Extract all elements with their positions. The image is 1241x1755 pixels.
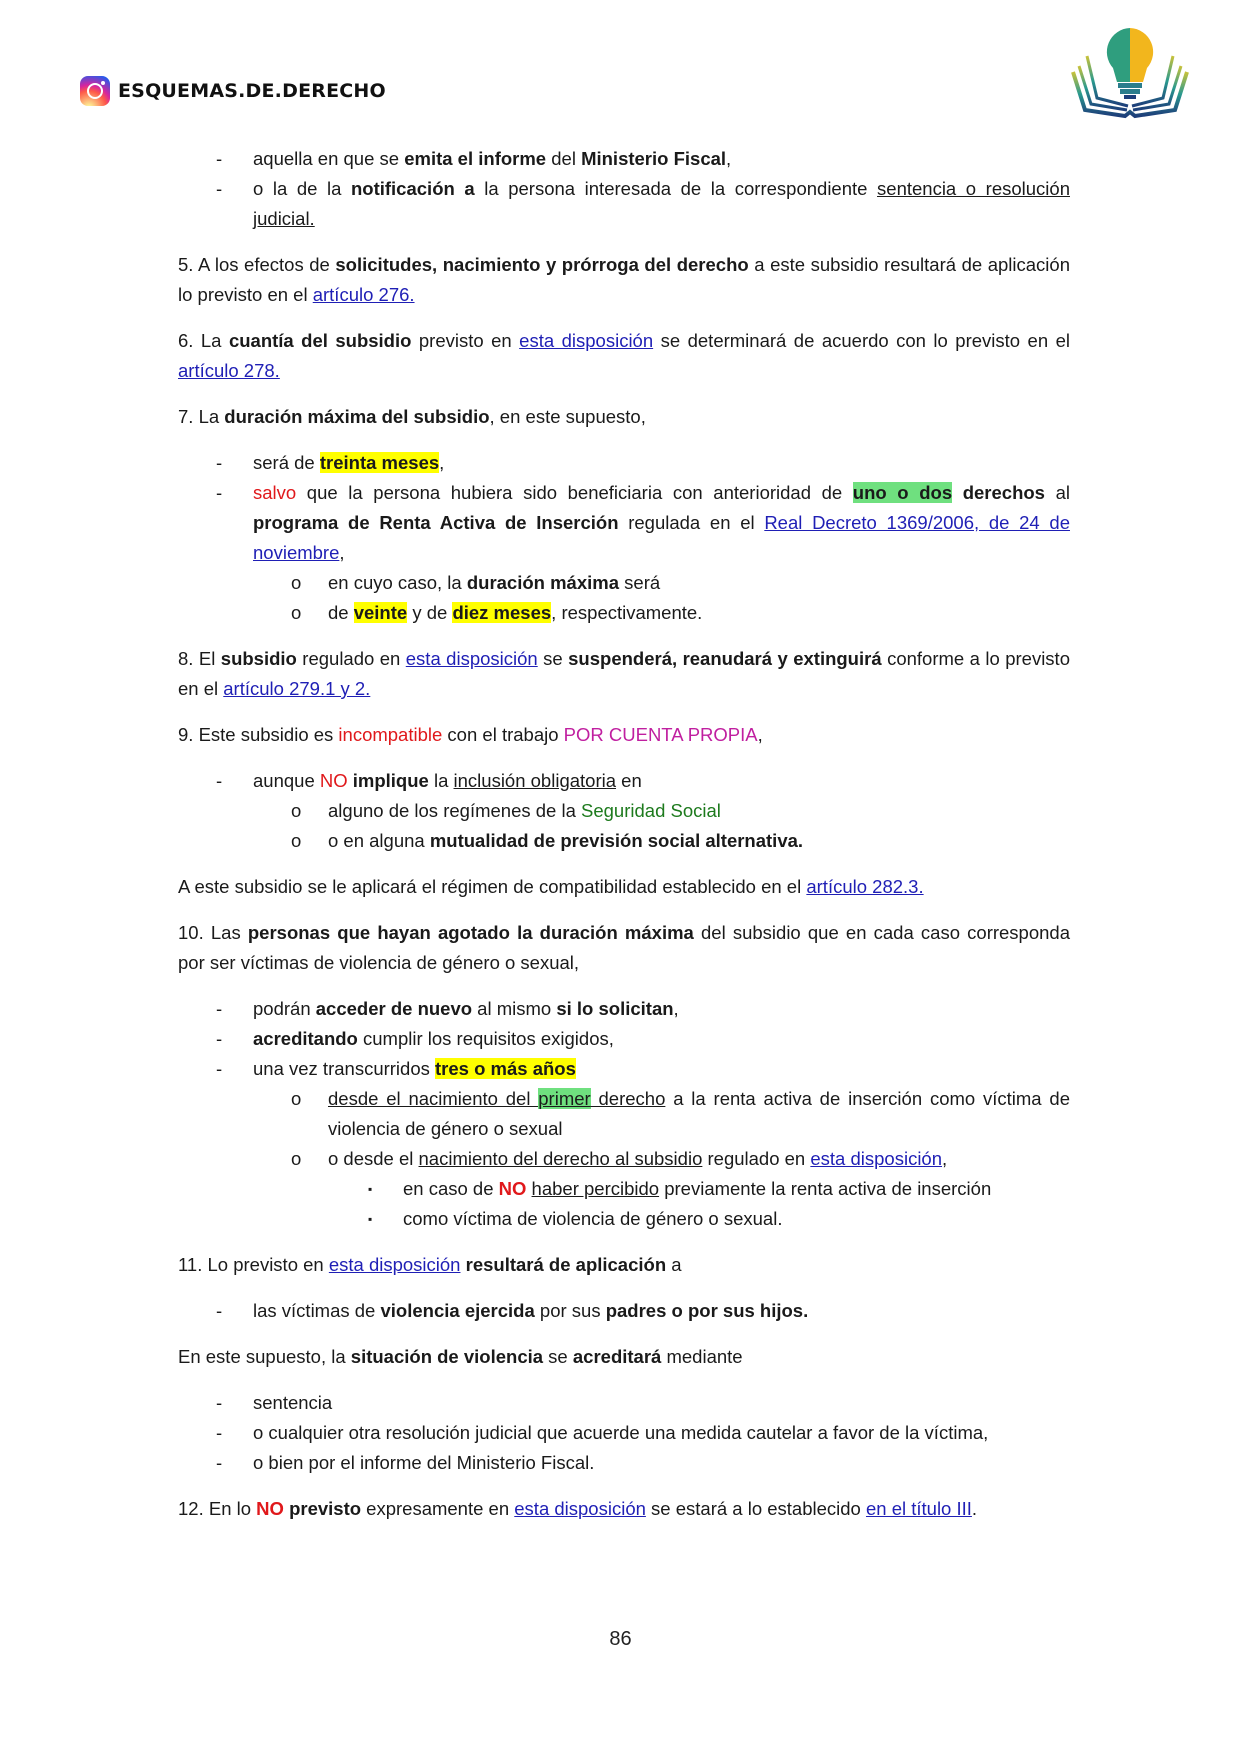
text-run: aunque [253,770,320,791]
bullet-list [178,766,1070,856]
list-item [178,766,1070,796]
text-run: 12. En lo [178,1498,257,1519]
dash-bullet-icon: - [216,770,223,791]
text-run: regulado en [296,648,406,669]
bullet-list [178,1388,1070,1478]
emphasized-text: emita el informe [404,148,547,169]
text-run: , respectivamente. [551,602,703,623]
emphasized-text: cuantía del subsidio [228,330,412,351]
text-run: 7. La [178,406,225,427]
text-run: 5. A los efectos de [178,254,336,275]
text-run: cumplir los requisitos exigidos, [357,1028,614,1049]
text-run: en cuyo caso, la [328,572,467,593]
text-run: 6. La [178,330,229,351]
emphasized-text: duración máxima del subsidio [224,406,490,427]
page-header [80,76,386,106]
list-item [178,448,1070,478]
emphasized-text: uno o dos [852,482,953,503]
text-run: del [546,148,582,169]
dash-bullet-icon: - [216,1300,223,1321]
text-run: y de [407,602,453,623]
text-run: , [942,1148,948,1169]
emphasized-text: primer [538,1088,591,1109]
circle-bullet-icon: o [291,830,302,851]
paragraph [178,250,1070,310]
list-item [178,796,1070,826]
list-item [178,1204,1070,1234]
emphasized-text: POR CUENTA PROPIA [563,724,758,745]
text-run: a [666,1254,682,1275]
text-run: en [616,770,642,791]
list-item [178,1448,1070,1478]
dash-bullet-icon: - [216,1422,223,1443]
law-reference-link[interactable]: artículo 279.1 y 2. [223,678,371,699]
dash-bullet-icon: - [216,1452,223,1473]
emphasized-text: derechos [962,482,1045,503]
text-run: regulada en el [618,512,765,533]
emphasized-text: inclusión obligatoria [453,770,617,791]
dash-bullet-icon: - [216,178,223,199]
document-body [178,144,1070,1540]
circle-bullet-icon: o [291,602,302,623]
text-run: , [726,148,732,169]
text-run: al [1044,482,1070,503]
text-run: o bien por el informe del Ministerio Fiscal. [253,1452,595,1473]
emphasized-text: programa de Renta Activa de Inserción [253,512,619,533]
emphasized-text: acreditará [572,1346,662,1367]
law-reference-link[interactable]: en el título III [865,1498,972,1519]
brain-bulb-book-logo-icon [1065,20,1195,120]
paragraph [178,326,1070,386]
circle-bullet-icon: o [291,1148,302,1169]
text-run: las víctimas de [253,1300,381,1321]
dash-bullet-icon: - [216,482,223,503]
text-run: , [439,452,445,473]
dash-bullet-icon: - [216,998,223,1019]
text-run: se estará a lo establecido [645,1498,866,1519]
emphasized-text: acceder de nuevo [315,998,473,1019]
emphasized-text: haber percibido [531,1178,660,1199]
bullet-list [178,994,1070,1234]
emphasized-text: solicitudes, nacimiento y prórroga del derecho [335,254,749,275]
text-run: 8. El [178,648,221,669]
dash-bullet-icon: - [216,452,223,473]
list-item [178,826,1070,856]
text-run: 11. Lo previsto en [178,1254,329,1275]
law-reference-link[interactable]: esta disposición [405,648,538,669]
emphasized-text: desde el nacimiento del [328,1088,539,1109]
list-item [178,1388,1070,1418]
text-run: , [339,542,345,563]
emphasized-text: padres o por sus hijos. [605,1300,809,1321]
list-item [178,1084,1070,1144]
text-run: a este subsidio resultará de aplicación lo previsto en el [178,254,1070,305]
paragraph [178,1494,1070,1524]
text-run: que la persona hubiera sido beneficiaria con anterioridad de [296,482,853,503]
emphasized-text: incompatible [338,724,443,745]
list-item [178,994,1070,1024]
text-run: , [673,998,679,1019]
text-run: A este subsidio se le aplicará el régimen de compatibilidad establecido en el [178,876,807,897]
law-reference-link[interactable]: artículo 278. [178,360,280,381]
emphasized-text: Ministerio Fiscal [581,148,727,169]
text-run: en caso de [403,1178,499,1199]
emphasized-text: treinta meses [319,452,440,473]
text-run: podrán [253,998,316,1019]
bullet-list [178,448,1070,628]
emphasized-text: nacimiento del derecho al subsidio [418,1148,703,1169]
text-run: se [537,648,569,669]
text-run: por sus [534,1300,606,1321]
text-run: 10. Las [178,922,248,943]
text-run: o cualquier otra resolución judicial que acuerde una medida cautelar a favor de la víctima, [253,1422,989,1443]
text-run: como víctima de violencia de género o sexual. [403,1208,783,1229]
text-run: , en este supuesto, [489,406,646,427]
paragraph [178,1250,1070,1280]
emphasized-text: acreditando [253,1028,358,1049]
instagram-icon[interactable] [80,76,110,106]
dash-bullet-icon: - [216,1028,223,1049]
paragraph [178,1342,1070,1372]
square-bullet-icon: ▪ [368,1182,373,1196]
text-run: será de [253,452,320,473]
emphasized-text: sentencia o resolución judicial. [253,178,1070,229]
law-reference-link[interactable]: Real Decreto 1369/2006, de 24 de noviembre [253,512,1070,563]
emphasized-text: diez meses [452,602,552,623]
text-run: con el trabajo [442,724,564,745]
law-reference-link[interactable]: artículo 276. [312,284,415,305]
text-run: al mismo [472,998,557,1019]
list-item [178,1054,1070,1084]
text-run: la [428,770,454,791]
text-run: una vez transcurridos [253,1058,436,1079]
emphasized-text: NO [498,1178,527,1199]
dash-bullet-icon: - [216,1392,223,1413]
text-run: será [619,572,661,593]
paragraph [178,644,1070,704]
text-run: del subsidio que en cada caso corresponda por ser víctimas de violencia de género o sexual, [178,922,1070,973]
emphasized-text: salvo [253,482,297,503]
emphasized-text: resultará de aplicación [465,1254,667,1275]
list-item [178,1144,1070,1174]
text-run: 9. Este subsidio es [178,724,339,745]
text-run: expresamente en [361,1498,515,1519]
list-item [178,1296,1070,1326]
circle-bullet-icon: o [291,1088,302,1109]
text-run: , [757,724,763,745]
list-item [178,174,1070,234]
list-item [178,598,1070,628]
dash-bullet-icon: - [216,148,223,169]
emphasized-text: tres o más años [435,1058,576,1079]
text-run: previamente la renta activa de inserción [659,1178,992,1199]
law-reference-link[interactable]: esta disposición [328,1254,461,1275]
list-item [178,1174,1070,1204]
bullet-list [178,144,1070,234]
emphasized-text: implique [352,770,429,791]
text-run: . [971,1498,978,1519]
text-run: previsto en [411,330,520,351]
bullet-list [178,1296,1070,1326]
emphasized-text: duración máxima [466,572,620,593]
text-run: a la renta activa de inserción como víctima de violencia de género o sexual [328,1088,1070,1139]
circle-bullet-icon: o [291,800,302,821]
emphasized-text: personas que hayan agotado la duración máxima [247,922,694,943]
text-run: alguno de los regímenes de la [328,800,582,821]
list-item [178,1024,1070,1054]
text-run [952,482,963,503]
text-run: aquella en que se [253,148,405,169]
text-run: de [328,602,354,623]
law-reference-link[interactable]: artículo 282.3. [806,876,924,897]
text-run: conforme a lo previsto en el [178,648,1070,699]
dash-bullet-icon: - [216,1058,223,1079]
emphasized-text: NO [319,770,348,791]
text-run: regulado en [702,1148,811,1169]
emphasized-text: violencia ejercida [380,1300,535,1321]
emphasized-text: NO [256,1498,284,1519]
brand-name: ESQUEMAS.DE.DERECHO [118,80,386,102]
square-bullet-icon: ▪ [368,1212,373,1226]
text-run: mediante [661,1346,743,1367]
text-run: se determinará de acuerdo con lo previsto en el [653,330,1070,351]
emphasized-text: si lo solicitan [556,998,674,1019]
emphasized-text: notificación a [350,178,475,199]
emphasized-text: veinte [353,602,408,623]
paragraph [178,918,1070,978]
text-run: En este supuesto, la [178,1346,351,1367]
emphasized-text: subsidio [220,648,297,669]
paragraph [178,402,1070,432]
list-item [178,1418,1070,1448]
law-reference-link[interactable]: esta disposición [519,330,654,351]
list-item [178,478,1070,568]
emphasized-text: derecho [590,1088,666,1109]
text-run: o desde el [328,1148,419,1169]
list-item [178,568,1070,598]
text-run: o la de la [253,178,351,199]
emphasized-text: situación de violencia [350,1346,544,1367]
emphasized-text: Seguridad Social [581,800,721,821]
law-reference-link[interactable]: esta disposición [514,1498,646,1519]
text-run: o en alguna [328,830,430,851]
law-reference-link[interactable]: esta disposición [810,1148,943,1169]
page-number: 86 [609,1628,632,1650]
paragraph [178,720,1070,750]
text-run: la persona interesada de la correspondiente [474,178,878,199]
emphasized-text: mutualidad de previsión social alternativa. [429,830,804,851]
text-run: se [543,1346,573,1367]
list-item [178,144,1070,174]
text-run: sentencia [253,1392,333,1413]
emphasized-text: suspenderá, reanudará y extinguirá [568,648,882,669]
paragraph [178,872,1070,902]
circle-bullet-icon: o [291,572,302,593]
emphasized-text: previsto [289,1498,362,1519]
